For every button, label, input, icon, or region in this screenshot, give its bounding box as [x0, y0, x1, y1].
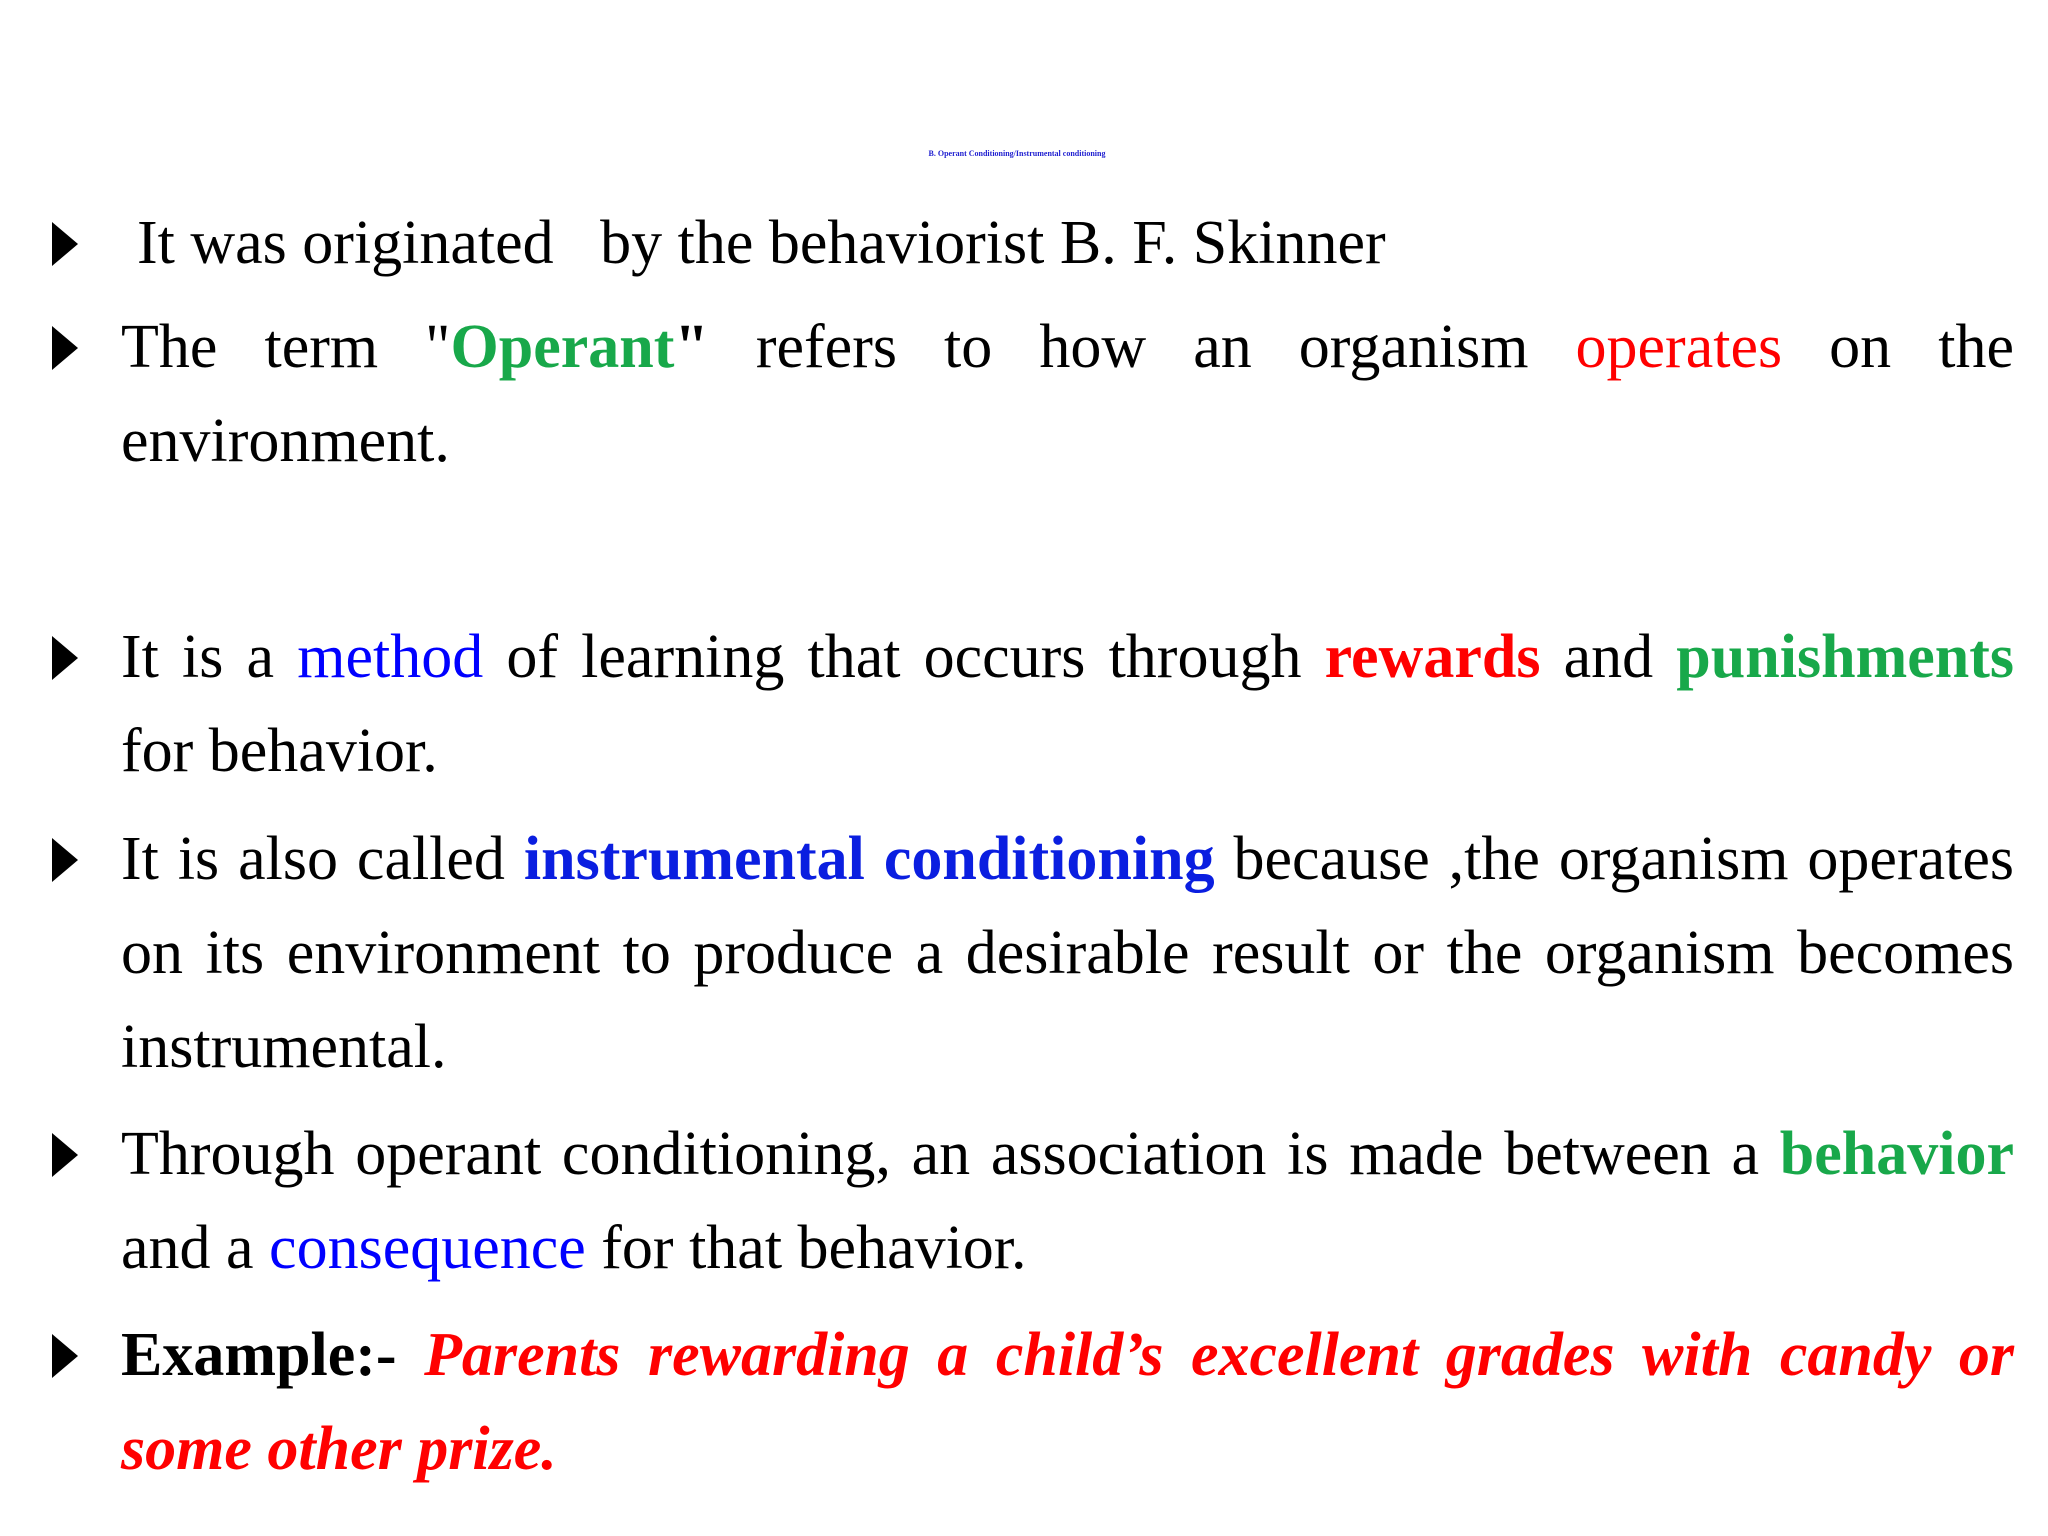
triangle-bullet-icon [52, 838, 78, 882]
bullet-text [121, 300, 2014, 488]
bullet-text-segment: on the environment. [121, 313, 2015, 475]
bullet-text [121, 610, 2014, 798]
example-label: Example:- [121, 1321, 397, 1389]
bullet-text-segment: The term " [121, 313, 451, 381]
bullet-text-segment: " [674, 313, 709, 381]
keyword-punishments: punishments [1676, 623, 2014, 691]
bullet-text [137, 196, 2030, 290]
triangle-bullet-icon [52, 1133, 78, 1177]
keyword-method: method [297, 623, 484, 691]
bullet-text-segment: It is a [121, 623, 298, 691]
slide-title: B. Operant Conditioning/Instrumental conditioning [928, 149, 1106, 158]
bullet-text-segment: and [1540, 623, 1677, 691]
triangle-bullet-icon [52, 636, 78, 680]
triangle-bullet-icon [52, 1334, 78, 1378]
bullet-text-segment: for that behavior. [585, 1214, 1027, 1282]
keyword-behavior: behavior [1779, 1120, 2014, 1188]
bullet-text-segment: Through operant conditioning, an association is made between a [121, 1120, 1780, 1188]
bullet-text [121, 812, 2014, 1094]
bullet-text-segment: for behavior. [121, 717, 438, 785]
keyword-operant: Operant [450, 313, 675, 381]
bullet-text-segment: refers to how an organism [708, 313, 1576, 381]
keyword-operates: operates [1575, 313, 1783, 381]
bullet-text-segment [397, 1321, 425, 1389]
bullet-text-segment: and a [121, 1214, 270, 1282]
bullet-text [121, 1107, 2014, 1295]
keyword-consequence: consequence [269, 1214, 586, 1282]
example-text: Parents rewarding a child’s excellent grades with candy or some other prize. [121, 1321, 2014, 1483]
keyword-rewards: rewards [1324, 623, 1541, 691]
keyword-instrumental-conditioning: instrumental conditioning [523, 825, 1215, 893]
bullet-text-segment: It was originated by the behaviorist B. F. Skinner [137, 209, 1386, 277]
bullet-text-segment: of learning that occurs through [483, 623, 1325, 691]
bullet-text [121, 1308, 2014, 1496]
triangle-bullet-icon [52, 326, 78, 370]
triangle-bullet-icon [52, 222, 78, 266]
bullet-text-segment: because ,the organism operates on its environment to produce a desirable result or the organism becomes instrumental. [121, 825, 2014, 1081]
bullet-text-segment: It is also called [121, 825, 524, 893]
